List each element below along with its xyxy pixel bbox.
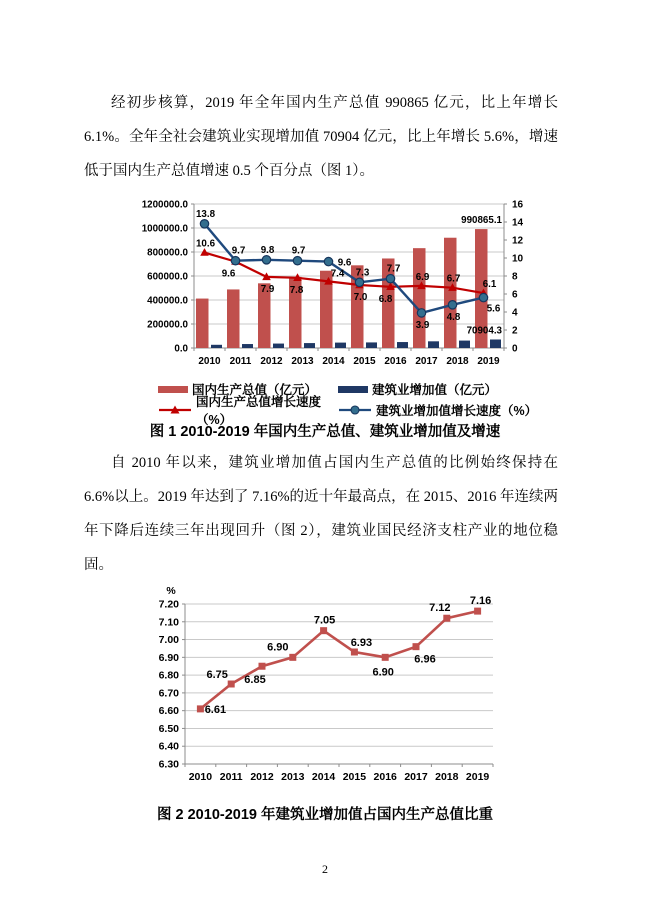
svg-text:8: 8 [512, 271, 518, 283]
figure2-construction-share [145, 584, 545, 784]
svg-text:6.96: 6.96 [414, 653, 436, 666]
svg-text:0.0: 0.0 [174, 343, 188, 355]
gdp-bar-swatch [158, 386, 188, 393]
svg-text:6: 6 [512, 289, 518, 301]
svg-text:2013: 2013 [281, 771, 305, 783]
square-marker-icon [320, 627, 327, 634]
circle-marker-icon [479, 293, 487, 301]
figure1-gdp-construction [128, 197, 558, 427]
paragraph-gdp-summary: 经初步核算，2019 年全年国内生产总值 990865 亿元，比上年增长 6.1%。全年全社会建筑业实现增加值 70904 亿元，比上年增长 5.6%，增速低于国内生产总值增速 0.5 个百分点（图 1）。 [84, 95, 558, 179]
svg-text:2013: 2013 [291, 356, 314, 367]
svg-text:14: 14 [512, 217, 524, 229]
square-marker-icon [382, 654, 389, 661]
legend-marker-icon [158, 404, 192, 416]
svg-text:3.9: 3.9 [415, 319, 430, 331]
svg-text:2018: 2018 [435, 771, 459, 783]
svg-text:9.8: 9.8 [260, 244, 275, 256]
svg-text:6.30: 6.30 [158, 758, 179, 771]
svg-text:7.00: 7.00 [158, 634, 179, 647]
svg-text:9.7: 9.7 [291, 245, 306, 257]
figure1-legend [128, 380, 558, 427]
svg-text:990865.1: 990865.1 [461, 215, 502, 227]
svg-text:7.8: 7.8 [289, 284, 304, 296]
svg-text:13.8: 13.8 [195, 208, 216, 220]
share-line [200, 611, 477, 709]
svg-text:12: 12 [512, 235, 524, 247]
svg-text:2012: 2012 [250, 771, 274, 783]
legend-label: 国内生产总值增长速度（%） [196, 395, 322, 427]
circle-line-swatch-icon [338, 404, 372, 416]
svg-text:6.60: 6.60 [158, 705, 179, 718]
svg-text:2011: 2011 [219, 771, 243, 783]
circle-marker-icon [417, 309, 425, 317]
svg-text:2017: 2017 [404, 771, 428, 783]
svg-text:%: % [166, 585, 176, 597]
svg-text:400000.0: 400000.0 [147, 295, 188, 307]
svg-text:9.6: 9.6 [221, 268, 236, 280]
square-marker-icon [474, 608, 481, 615]
svg-text:7.10: 7.10 [158, 616, 179, 629]
svg-text:2011: 2011 [229, 356, 252, 367]
svg-text:7.20: 7.20 [158, 598, 179, 611]
circle-marker-icon [231, 257, 239, 265]
circle-marker-icon [386, 275, 394, 283]
svg-text:5.6: 5.6 [486, 303, 501, 315]
svg-text:6.50: 6.50 [158, 722, 179, 735]
svg-text:6.40: 6.40 [158, 740, 179, 753]
circle-marker-icon [324, 257, 332, 265]
svg-text:1000000.0: 1000000.0 [141, 223, 188, 235]
svg-text:7.16: 7.16 [469, 595, 492, 608]
svg-text:6.8: 6.8 [378, 293, 393, 305]
svg-text:6.80: 6.80 [158, 669, 179, 682]
svg-text:6.70: 6.70 [158, 687, 179, 700]
svg-text:4: 4 [512, 307, 518, 319]
svg-text:2010: 2010 [188, 771, 213, 783]
construction-bar-swatch [338, 386, 368, 393]
circle-marker-icon [262, 256, 270, 264]
svg-text:6.7: 6.7 [446, 273, 461, 285]
svg-text:6.90: 6.90 [158, 651, 179, 664]
svg-text:2016: 2016 [373, 771, 397, 783]
square-marker-icon [413, 643, 420, 650]
svg-text:200000.0: 200000.0 [147, 319, 188, 331]
svg-text:7.7: 7.7 [386, 263, 401, 275]
svg-text:600000.0: 600000.0 [147, 271, 188, 283]
circle-marker-icon [448, 301, 456, 309]
svg-text:7.4: 7.4 [330, 268, 345, 280]
svg-text:2012: 2012 [260, 356, 283, 367]
svg-text:6.1: 6.1 [482, 279, 497, 291]
figure2-caption: 图 2 2010-2019 年建筑业增加值占国内生产总值比重 [157, 807, 493, 823]
svg-text:9.6: 9.6 [337, 257, 352, 269]
svg-text:6.93: 6.93 [350, 637, 373, 649]
svg-text:6.85: 6.85 [244, 674, 266, 687]
svg-text:7.05: 7.05 [313, 614, 336, 627]
square-marker-icon [197, 705, 204, 712]
legend-item-gdp-growth-line [158, 395, 338, 427]
combo-chart-gdp-construction [128, 197, 558, 371]
svg-text:2017: 2017 [415, 356, 438, 367]
svg-text:9.7: 9.7 [231, 245, 246, 257]
svg-text:16: 16 [512, 199, 524, 211]
svg-text:70904.3: 70904.3 [466, 325, 502, 337]
svg-text:2019: 2019 [477, 356, 500, 367]
square-marker-icon [443, 615, 450, 622]
square-marker-icon [228, 681, 235, 688]
square-marker-icon [259, 663, 266, 670]
svg-text:6.75: 6.75 [206, 669, 228, 681]
legend-label: 建筑业增加值（亿元） [372, 383, 498, 397]
svg-text:2010: 2010 [198, 356, 221, 367]
square-marker-icon [351, 649, 358, 656]
legend-label: 国内生产总值（亿元） [192, 383, 318, 397]
svg-text:7.12: 7.12 [429, 602, 451, 615]
svg-text:6.61: 6.61 [204, 703, 227, 716]
square-markers [197, 608, 481, 713]
svg-text:2: 2 [512, 325, 518, 337]
legend-item-construction-growth-line [338, 401, 558, 419]
svg-text:2019: 2019 [465, 771, 490, 783]
svg-text:7.9: 7.9 [260, 283, 275, 295]
svg-text:6.9: 6.9 [415, 271, 430, 283]
circle-marker-icon [293, 257, 301, 265]
page-number: 2 [322, 862, 328, 876]
svg-text:2015: 2015 [342, 771, 367, 783]
circle-marker-icon [355, 278, 363, 286]
svg-text:7.0: 7.0 [353, 292, 368, 303]
circle-marker-icon [200, 220, 208, 228]
svg-text:0: 0 [512, 343, 518, 355]
figure1-caption: 图 1 2010-2019 年国内生产总值、建筑业增加值及增速 [149, 424, 501, 440]
svg-text:2014: 2014 [311, 771, 336, 783]
legend-marker-icon [338, 404, 372, 416]
svg-text:2015: 2015 [353, 356, 376, 367]
svg-text:7.3: 7.3 [355, 267, 370, 279]
svg-text:10: 10 [512, 253, 524, 265]
svg-text:4.8: 4.8 [446, 311, 461, 323]
square-marker-icon [289, 654, 296, 661]
legend-item-construction-bar [338, 380, 558, 398]
svg-text:6.90: 6.90 [267, 641, 289, 654]
figure2-chart-svg [145, 584, 545, 784]
svg-text:2018: 2018 [446, 356, 469, 367]
triangle-line-swatch-icon [158, 404, 192, 416]
svg-text:800000.0: 800000.0 [147, 247, 188, 259]
paragraph-share-summary: 自 2010 年以来，建筑业增加值占国内生产总值的比例始终保持在 6.6%以上。2019 年达到了 7.16%的近十年最高点，在 2015、2016 年连续两年下降后连续三年出现回升（图 2），建筑业国民经济支柱产业的地位稳固。 [84, 455, 558, 573]
svg-text:2014: 2014 [322, 356, 345, 367]
line-chart-construction-share [145, 584, 545, 784]
figure1-chart-svg [128, 197, 558, 371]
svg-text:6.90: 6.90 [372, 666, 394, 679]
svg-text:10.6: 10.6 [195, 238, 216, 250]
svg-text:2016: 2016 [384, 356, 407, 367]
svg-text:1200000.0: 1200000.0 [141, 199, 188, 211]
legend-label: 建筑业增加值增长速度（%） [376, 404, 538, 418]
